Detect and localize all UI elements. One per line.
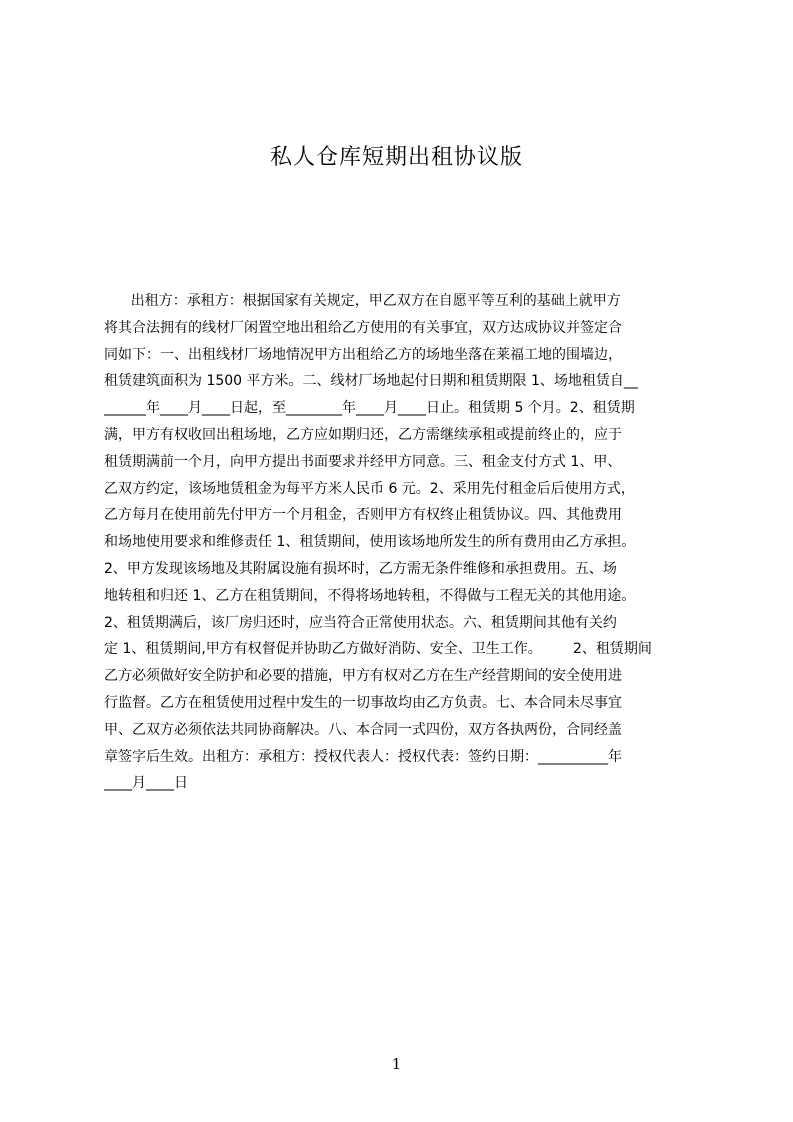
body-line: ____月____日 <box>104 775 188 792</box>
body-line: 甲、乙双方必须依法共同协商解决。八、本合同一式四份，双方各执两份，合同经盖 <box>104 721 622 738</box>
body-line: 定 1、租赁期间,甲方有权督促并协助乙方做好消防、安全、卫生工作。 2、租赁期间 <box>104 641 652 658</box>
page-number: 1 <box>391 1055 402 1073</box>
body-line: 地转租和归还 1、乙方在租赁期间，不得将场地转租，不得做与工程无关的其他用途。 <box>104 587 636 604</box>
document-title: 私人仓库短期出租协议版 <box>269 145 523 170</box>
body-line: 租赁建筑面积为 1500 平方米。二、线材厂场地起付日期和租赁期限 1、场地租赁自__ <box>104 373 638 390</box>
body-line: 乙双方约定，该场地赁租金为每平方米人民币 6 元。2、采用先付租金后后使用方式， <box>104 480 635 497</box>
body-line: 章签字后生效。出租方：承租方：授权代表人：授权代表：签约日期：__________年 <box>104 748 622 765</box>
contract-body <box>104 288 700 797</box>
body-line: 2、租赁期满后，该厂房归还时，应当符合正常使用状态。六、租赁期间其他有关约 <box>104 614 617 631</box>
body-line: 行监督。乙方在租赁使用过程中发生的一切事故均由乙方负责。七、本合同未尽事宜 <box>104 694 622 711</box>
body-line: 和场地使用要求和维修责任 1、租赁期间，使用该场地所发生的所有费用由乙方承担。 <box>104 534 636 551</box>
body-line: 乙方必须做好安全防护和必要的措施，甲方有权对乙方在生产经营期间的安全使用进 <box>104 668 622 685</box>
body-line: 将其合法拥有的线材厂闲置空地出租给乙方使用的有关事宜，双方达成协议并签定合 <box>104 319 622 336</box>
body-line: 出租方：承租方：根据国家有关规定，甲乙双方在自愿平等互利的基础上就甲方 <box>104 293 621 309</box>
body-line: 租赁期满前一个月，向甲方提出书面要求并经甲方同意。三、租金支付方式 1、甲、 <box>104 453 622 470</box>
body-line: 2、甲方发现该场地及其附属设施有损坏时，乙方需无条件维修和承担费用。五、场 <box>104 560 617 577</box>
body-line: 同如下：一、出租线材厂场地情况甲方出租给乙方的场地坐落在莱福工地的围墙边， <box>104 346 622 363</box>
body-line: 乙方每月在使用前先付甲方一个月租金，否则甲方有权终止租赁协议。四、其他费用 <box>104 507 622 524</box>
body-line: 满，甲方有权收回出租场地，乙方应如期归还，乙方需继续承租或提前终止的，应于 <box>104 426 622 443</box>
body-line: ______年____月____日起，至________年____月____日止。租赁期 5 个月。2、租赁期 <box>104 400 635 417</box>
